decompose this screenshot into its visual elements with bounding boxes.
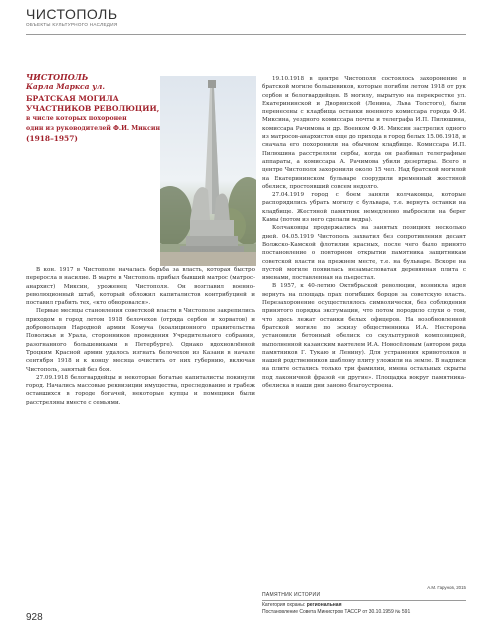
- left-paragraph-1: В кон. 1917 в Чистополе началась борьба за власть, которая быстро переросла в насилие. В марте в Чистополь прибыл бывший матрос (матрос-анархист) Миксин, уроженец Чистополя. Он возглавил военно-революционный штаб, который обложил капиталистов контрибуцией и поставил грабить тех, «кто обворовался».: [26, 267, 255, 307]
- monument-photo-image: [160, 76, 256, 266]
- header-title: ЧИСТОПОЛЬ: [26, 6, 118, 22]
- place-city: ЧИСТОПОЛЬ: [26, 72, 89, 82]
- meta-category: [262, 602, 477, 609]
- meta-divider: [262, 600, 466, 601]
- right-paragraph-1: 19.10.1918 в центре Чистополя состоялось захоронение в братской могиле большевиков, которые погибли летом 1918 от рук сербов и белогвардейцев. В могилу, вырытую на перекрестке ул. Екатерининской и Дворянской (Ленина, Льва Толстого), были перенесены с кладбища останки военного комиссара города Ф.И. Миксина, уездного комиссара почты и телеграфа И.П. Пилюшина, комиссара Рачимова и др. Военком Ф.И. Миксин застрелил одного из матросов-анархистов еще до прихода в город белых 15.06.1918, и сначала его похоронили на обычном кладбище. Комиссара И.П. Пилюшина расстреляли сербы, когда он разбивал телеграфные аппараты, а комиссара А. Рачимова убили дезертиры. Всего в центре Чистополя захоронили около 15 чел. Над братской могилой на Екатерининском бульваре соорудили временный жестяной обелиск, простоявший совсем недолго.: [262, 76, 466, 190]
- right-paragraph-2: 27.04.1919 город с боем заняли колчаковцы, которые распорядились убрать могилу с бульвара, т.е. вернуть останки на кладбище. Жестяной памятник немедленно выбросили на берег Камы (потом из него сделали ведра).: [262, 192, 466, 224]
- meta-category-value: региональная: [306, 602, 342, 608]
- place-name-line1: БРАТСКАЯ МОГИЛА: [26, 94, 119, 103]
- place-name-line4: один из руководителей Ф.И. Миксин: [26, 125, 161, 132]
- page-number: 928: [26, 612, 43, 623]
- place-name-line3: в числе которых похоронен: [26, 115, 127, 122]
- left-paragraph-2: Первые месяцы становления советской власти в Чистополе закрепились приходом в город летом 1918 белочехов (отряда сербов и хорватов) и добровольцев Народной армии Комуча (коалиционного правительства Поволжья и Урала, сторонников проведения Учредительного собрания, разогнанного большевиками в Петербурге). Однако вдохновлённой Троцким Красной армии удалось изгнать белочехов из Казани в начале сентября 1918 и к концу месяца очистить от них губернию, включая Чистополь, занятый без боя.: [26, 308, 255, 373]
- place-name-line2: УЧАСТНИКОВ РЕВОЛЮЦИИ,: [26, 104, 160, 113]
- page-header: [26, 6, 466, 35]
- place-street: Карла Маркса ул.: [26, 82, 105, 91]
- monument-photo: [160, 76, 256, 266]
- meta-title: ПАМЯТНИК ИСТОРИИ: [262, 592, 321, 598]
- right-paragraph-4: В 1957, к 40-летию Октябрьской революции, возникла идея вернуть на площадь прах погибших борцов за советскую власть. Перезахоронение осуществлялось символически, без соблюдения принятого порядка эксгумации, что потом породило слухи о том, что здесь лежат останки белых офицеров. На возобновленной братской могиле по эскизу общественника И.А. Нестерова установили бетонный обелиск со скульптурной композицией, выполненной казанским ваятелем И.А. Новосёловым (автором ряда памятников Г. Тукаю и Ленину). Для устранения кривотолков в нашей родственников шаблону плиту уложили на земле. В надписи на плите остались только три фамилии, имена остальных скрыты под лаконичной фразой «и другие». Площадка вокруг памятника-обелиска в наши дни заново благоустроена.: [262, 283, 466, 389]
- left-paragraph-3: 27.09.1918 белогвардейцы и некоторые богатые капиталисты покинули город. Начались массовые реквизиции имущества, преследование и грабеж оставшихся в городе богачей, некоторые купцы и помещики были расстреляны вместе с семьями.: [26, 374, 255, 406]
- place-years: (1918–1957): [26, 134, 78, 143]
- right-column: [262, 75, 466, 390]
- left-column: [26, 266, 255, 407]
- right-paragraph-3: Колчаковцы продержались на занятых позициях несколько дней. 04.05.1919 Чистополь захватил без сопротивления десант Волжско-Камской флотилии красных, после чего было принято постановление о повторном открытии памятника защитникам советской власти на прежнем месте, т.е. на бульваре. Вскоре на пустой могиле появилась незамысловатая деревянная плита с именами, поставленная на пьедестал.: [262, 225, 466, 282]
- heritage-meta: [262, 592, 477, 616]
- meta-category-label: Категория охраны:: [262, 602, 307, 608]
- header-divider: [26, 34, 466, 35]
- article-author: А.М. Гарунов, 2015: [427, 585, 466, 590]
- header-subtitle: ОБЪЕКТЫ КУЛЬТУРНОГО НАСЛЕДИЯ: [26, 22, 118, 27]
- meta-decree: Постановление Совета Министров ТАССР от 30.10.1959 № 591: [262, 609, 411, 615]
